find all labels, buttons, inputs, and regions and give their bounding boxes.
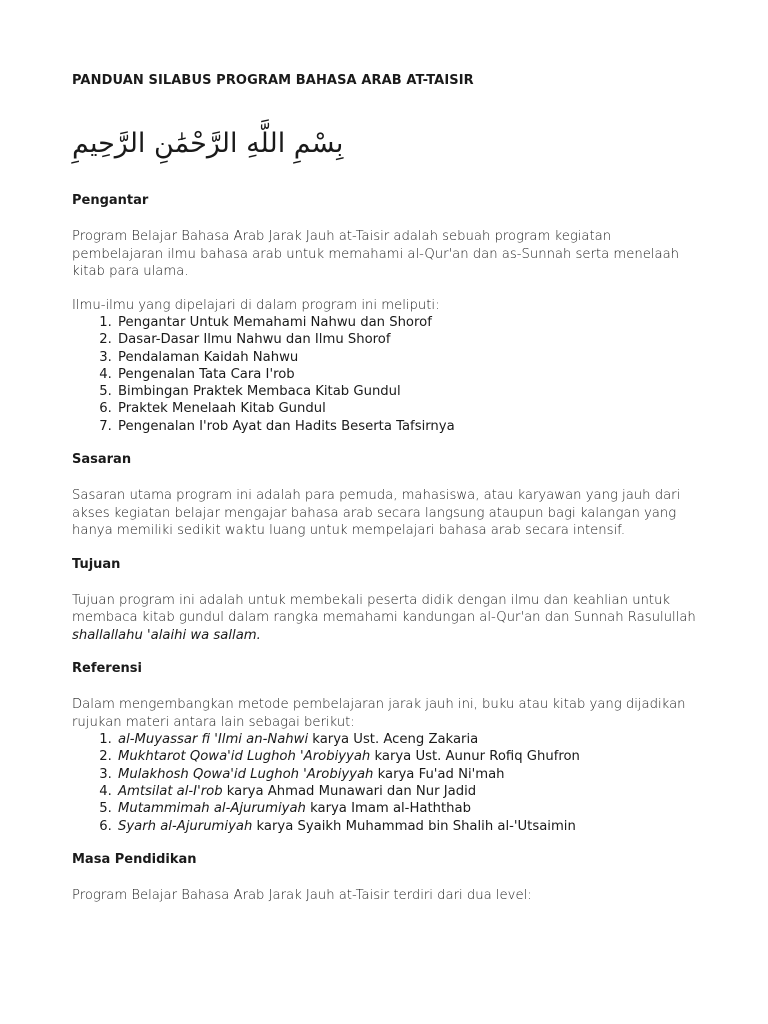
list-item: 6. Praktek Menelaah Kitab Gundul xyxy=(116,400,702,417)
tujuan-text: Tujuan program ini adalah untuk membekali peserta didik dengan ilmu dan keahlian untuk membaca kitab gundul dalam rangka memahami kandungan al-Qur'an dan Sunnah Rasulullah xyxy=(72,592,696,626)
list-item: 1. Pengantar Untuk Memahami Nahwu dan Shorof xyxy=(116,314,702,331)
basmala-text: بِسْمِ اللَّهِ الرَّحْمَٰنِ الرَّحِيمِ xyxy=(72,128,344,159)
list-item: 3. Pendalaman Kaidah Nahwu xyxy=(116,349,702,366)
masa-pendidikan-paragraph: Program Belajar Bahasa Arab Jarak Jauh at-Taisir terdiri dari dua level: xyxy=(72,887,532,903)
section-heading-referensi: Referensi xyxy=(72,661,142,677)
book-title: Syarh al-Ajurumiyah xyxy=(118,818,253,834)
book-title: Mulakhosh Qowa'id Lughoh 'Arobiyyah xyxy=(118,766,374,782)
referensi-list xyxy=(72,731,702,835)
book-title: Mukhtarot Qowa'id Lughoh 'Arobiyyah xyxy=(118,749,371,765)
section-heading-sasaran: Sasaran xyxy=(72,452,132,468)
section-heading-pengantar: Pengantar xyxy=(72,193,149,208)
pengantar-list xyxy=(72,314,702,435)
sasaran-paragraph: Sasaran utama program ini adalah para pemuda, mahasiswa, atau karyawan yang jauh dari akses kegiatan belajar mengajar bahasa arab secara langsung ataupun bagi kalangan yang hanya memiliki sedikit waktu luang untuk mempelajari bahasa arab secara intensif. xyxy=(72,488,681,539)
book-title: Amtsilat al-I'rob xyxy=(118,783,223,799)
tujuan-paragraph xyxy=(72,592,702,645)
list-item: 2. Dasar-Dasar Ilmu Nahwu dan Ilmu Shorof xyxy=(116,331,702,348)
book-title: Mutammimah al-Ajurumiyah xyxy=(118,801,306,817)
section-heading-masa-pendidikan: Masa Pendidikan xyxy=(72,851,197,867)
pengantar-paragraph: Program Belajar Bahasa Arab Jarak Jauh at-Taisir adalah sebuah program kegiatan pembelajaran ilmu bahasa arab untuk memahami al-Qur'an dan as-Sunnah serta menelaah kitab para ulama. xyxy=(72,229,680,279)
list-item xyxy=(116,800,702,817)
book-author: karya Imam al-Haththab xyxy=(305,801,471,817)
section-heading-tujuan: Tujuan xyxy=(72,556,121,572)
list-item: 5. Bimbingan Praktek Membaca Kitab Gundul xyxy=(116,383,702,400)
list-item: 7. Pengenalan I'rob Ayat dan Hadits Beserta Tafsirnya xyxy=(116,418,702,435)
document-page xyxy=(72,72,702,904)
pengantar-list-intro: Ilmu-ilmu yang dipelajari di dalam program ini meliputi: xyxy=(72,297,440,313)
list-item xyxy=(116,731,702,748)
list-item xyxy=(116,818,702,835)
book-author: karya Ust. Aceng Zakaria xyxy=(308,732,479,748)
list-item xyxy=(116,748,702,765)
book-author: karya Fu'ad Ni'mah xyxy=(373,766,505,782)
book-author: karya Ust. Aunur Rofiq Ghufron xyxy=(370,749,580,765)
list-item xyxy=(116,783,702,800)
document-title: PANDUAN SILABUS PROGRAM BAHASA ARAB AT-TAISIR xyxy=(72,73,474,88)
book-author: karya Syaikh Muhammad bin Shalih al-'Utsaimin xyxy=(252,818,576,834)
book-title: al-Muyassar fi 'Ilmi an-Nahwi xyxy=(118,732,309,748)
list-item: 4. Pengenalan Tata Cara I'rob xyxy=(116,366,702,383)
tujuan-salutation: shallallahu 'alaihi wa sallam. xyxy=(72,627,261,643)
referensi-paragraph: Dalam mengembangkan metode pembelajaran jarak jauh ini, buku atau kitab yang dijadikan rujukan materi antara lain sebagai berikut: xyxy=(72,697,686,730)
list-item xyxy=(116,766,702,783)
book-author: karya Ahmad Munawari dan Nur Jadid xyxy=(222,783,477,799)
